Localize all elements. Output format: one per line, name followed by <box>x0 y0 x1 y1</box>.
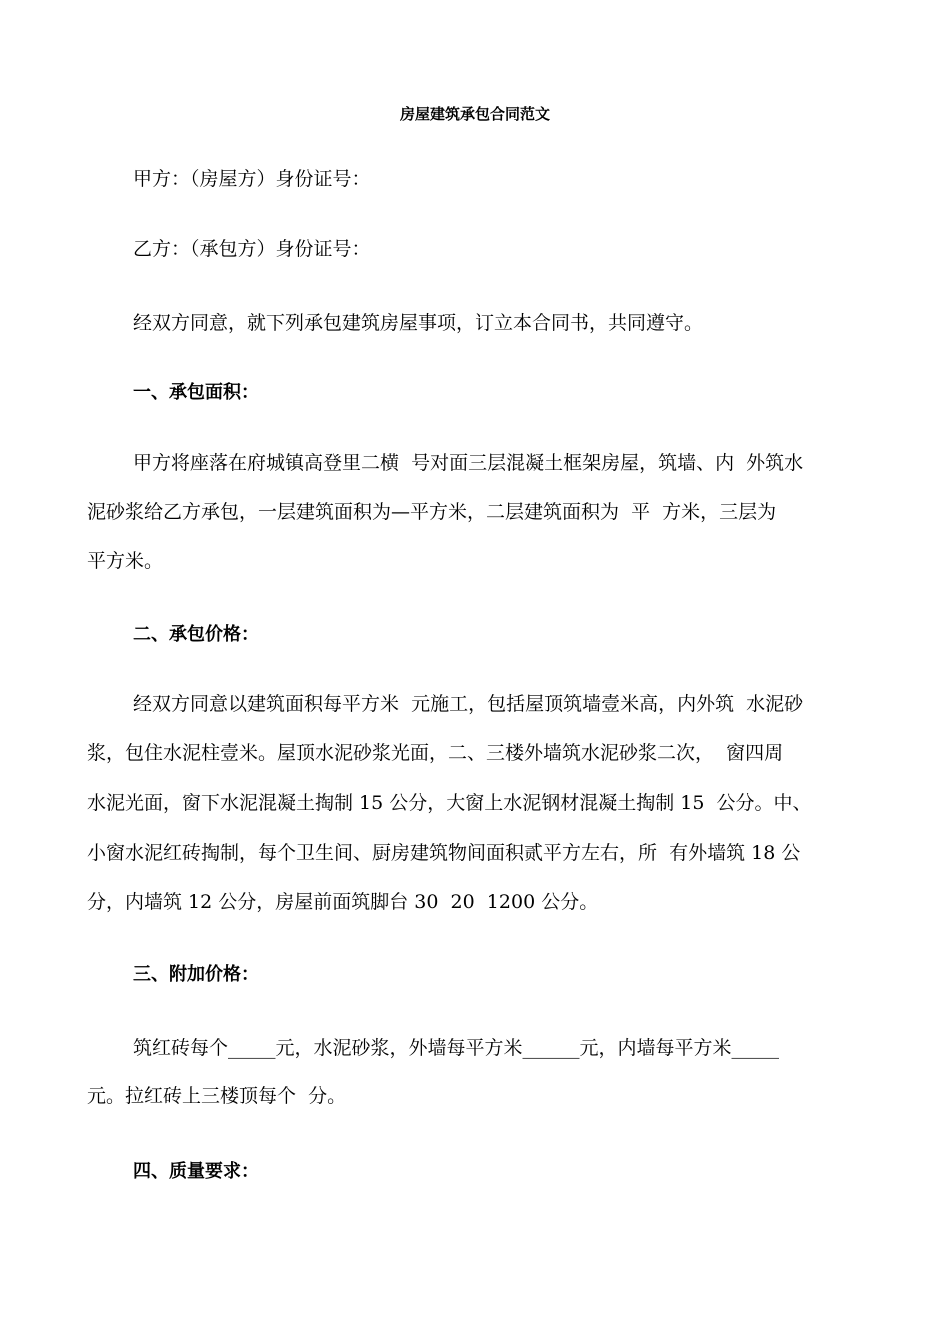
section-2-line: 分，内墙筑 12 公分，房屋前面筑脚台 30 20 1200 公分。 <box>87 891 599 913</box>
document-title: 房屋建筑承包合同范文 <box>399 105 550 123</box>
section-1-line: 平方米。 <box>87 550 164 572</box>
section-2-heading: 二、承包价格： <box>133 624 259 645</box>
section-1-line: 甲方将座落在府城镇高登里二横 号对面三层混凝土框架房屋，筑墙、内 外筑水 <box>133 452 804 474</box>
section-3-line: 筑红砖每个_____元，水泥砂浆，外墙每平方米______元，内墙每平方米_____ <box>133 1037 780 1059</box>
section-2-line: 水泥光面，窗下水泥混凝土掏制 15 公分，大窗上水泥钢材混凝土掏制 15 公分。中、 <box>87 792 812 814</box>
section-2-line: 浆，包住水泥柱壹米。屋顶水泥砂浆光面，二、三楼外墙筑水泥砂浆二次， 窗四周 <box>87 742 784 764</box>
section-3-line: 元。拉红砖上三楼顶每个 分。 <box>87 1085 347 1107</box>
intro-paragraph: 经双方同意，就下列承包建筑房屋事项，订立本合同书，共同遵守。 <box>133 312 704 334</box>
party-a-line: 甲方：（房屋方）身份证号： <box>133 168 371 190</box>
section-4-heading: 四、质量要求： <box>133 1161 259 1182</box>
section-1-line: 泥砂浆给乙方承包，一层建筑面积为—平方米，二层建筑面积为 平 方米，三层为 <box>87 501 777 523</box>
party-b-line: 乙方：（承包方）身份证号： <box>133 238 371 260</box>
section-2-line: 小窗水泥红砖掏制，每个卫生间、厨房建筑物间面积贰平方左右，所 有外墙筑 18 公 <box>87 842 801 864</box>
section-1-heading: 一、承包面积： <box>133 382 259 403</box>
section-3-heading: 三、附加价格： <box>133 964 259 985</box>
section-2-line: 经双方同意以建筑面积每平方米 元施工，包括屋顶筑墙壹米高，内外筑 水泥砂 <box>133 693 804 715</box>
